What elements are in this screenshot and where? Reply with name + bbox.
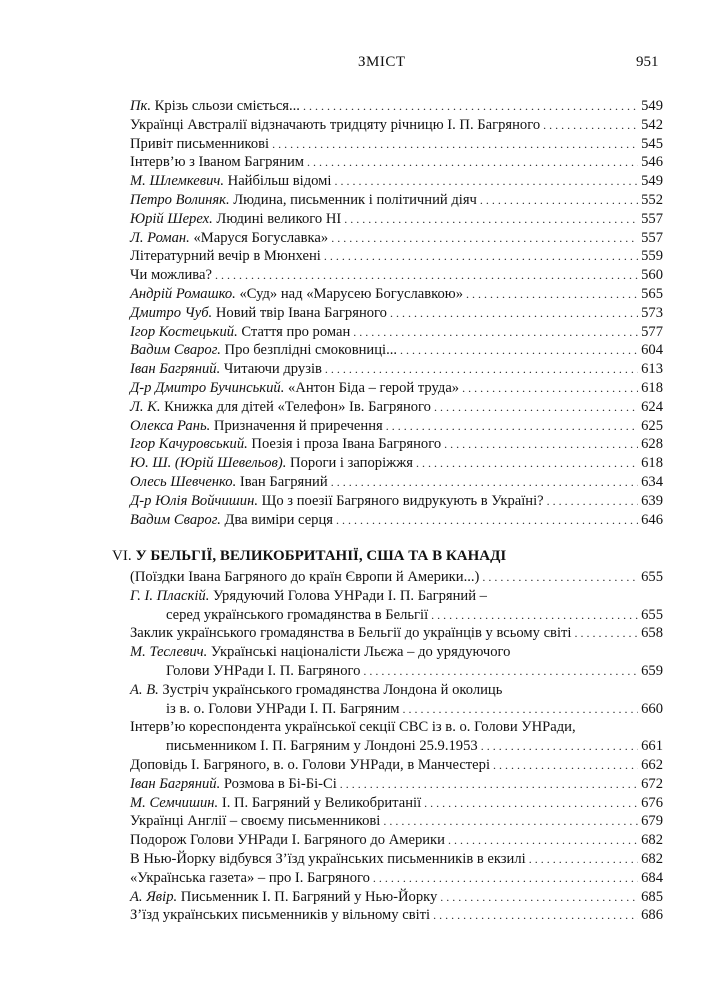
entry-title: Призначення й приречення bbox=[210, 417, 383, 434]
entry-author: М. Теслевич. bbox=[130, 644, 208, 661]
page-number: 951 bbox=[636, 54, 659, 70]
entry-text bbox=[130, 191, 477, 210]
entry-page-number: 625 bbox=[641, 417, 663, 434]
section-number: VI. bbox=[112, 548, 132, 564]
entry-title: Привіт письменникові bbox=[130, 135, 270, 152]
entry-text bbox=[130, 153, 304, 172]
toc-entry bbox=[130, 210, 663, 229]
dot-leader bbox=[416, 454, 638, 473]
toc-entry bbox=[130, 304, 663, 323]
entry-page-number: 672 bbox=[641, 775, 663, 792]
dot-leader bbox=[215, 266, 638, 285]
entry-page-number: 613 bbox=[641, 361, 663, 378]
entry-author: Вадим Сварог. bbox=[130, 511, 221, 528]
entry-text bbox=[130, 97, 300, 116]
entry-title: Крізь сльози сміється... bbox=[151, 98, 300, 114]
entry-author: Ігор Качуровський. bbox=[130, 436, 248, 453]
entry-page-number: 557 bbox=[641, 229, 663, 246]
entry-title: Два виміри серця bbox=[220, 511, 334, 528]
entry-page-number: 684 bbox=[641, 869, 663, 886]
dot-leader bbox=[424, 794, 638, 813]
entry-text bbox=[130, 323, 350, 342]
toc-entry bbox=[130, 850, 663, 869]
entry-title-continued: письменником І. П. Багряним у Лондоні 25.9.1953 bbox=[166, 738, 478, 755]
entry-author: Олесь Шевченко. bbox=[130, 473, 237, 490]
dot-leader bbox=[303, 97, 638, 116]
entry-title: Про безплідні смоковниці... bbox=[220, 342, 398, 359]
toc-entry bbox=[130, 831, 663, 850]
entry-page-number: 624 bbox=[641, 398, 663, 415]
entry-page-number: 549 bbox=[641, 98, 663, 114]
entry-page-number: 542 bbox=[641, 116, 663, 133]
toc-entry bbox=[130, 775, 663, 794]
toc-entry bbox=[130, 398, 663, 417]
entry-page-number: 639 bbox=[641, 492, 663, 509]
entry-page-number: 559 bbox=[641, 248, 663, 265]
entry-page-number: 604 bbox=[641, 342, 663, 359]
entry-page-number: 659 bbox=[641, 662, 663, 679]
entry-author: А. В. bbox=[130, 681, 159, 698]
entry-author: Л. К. bbox=[130, 398, 161, 415]
entry-author: Вадим Сварог. bbox=[130, 342, 221, 359]
entry-author: Іван Багряний. bbox=[130, 775, 221, 792]
entry-page-number: 618 bbox=[641, 379, 663, 396]
entry-text bbox=[130, 756, 490, 775]
entry-page-number: 646 bbox=[641, 511, 663, 528]
entry-author: Іван Багряний. bbox=[130, 361, 221, 378]
toc-entry bbox=[130, 229, 663, 248]
entry-title: Читаючи друзів bbox=[220, 361, 322, 378]
toc-entry bbox=[130, 153, 663, 172]
dot-leader bbox=[466, 285, 638, 304]
entry-author: Пк. bbox=[130, 98, 152, 114]
entry-text bbox=[130, 869, 370, 888]
entry-title: Пороги і запоріжжя bbox=[286, 455, 414, 472]
dot-leader bbox=[493, 756, 638, 775]
entry-page-number: 552 bbox=[641, 191, 663, 208]
entry-title: Українські націоналісти Льєжа – до урядуючого bbox=[207, 644, 511, 661]
dot-leader bbox=[353, 323, 638, 342]
entry-text bbox=[130, 379, 459, 398]
entry-page-number: 679 bbox=[641, 813, 663, 830]
toc-entry bbox=[130, 906, 663, 925]
entry-text bbox=[130, 718, 576, 737]
dot-leader bbox=[574, 624, 638, 643]
entry-page-number: 682 bbox=[641, 832, 663, 849]
entry-title: Літературний вечір в Мюнхені bbox=[130, 248, 321, 265]
entry-text bbox=[130, 341, 397, 360]
entry-text bbox=[130, 643, 510, 662]
entry-text bbox=[130, 888, 437, 907]
entry-title: Письменник І. П. Багряний у Нью-Йорку bbox=[177, 888, 438, 905]
entry-text bbox=[130, 850, 526, 869]
entry-text bbox=[130, 435, 441, 454]
entry-text bbox=[130, 285, 463, 304]
entry-text bbox=[130, 398, 431, 417]
entry-text bbox=[130, 511, 333, 530]
entry-page-number: 577 bbox=[641, 323, 663, 340]
entry-author: Л. Роман. bbox=[130, 229, 190, 246]
dot-leader bbox=[344, 210, 638, 229]
entry-text bbox=[130, 831, 445, 850]
dot-leader bbox=[383, 812, 638, 831]
entry-title: Заклик українського громадянства в Бельгії до українців у всьому світі bbox=[130, 625, 572, 642]
entry-page-number: 662 bbox=[641, 756, 663, 773]
entry-page-number: 655 bbox=[641, 606, 663, 623]
entry-author: Юрій Шерех. bbox=[130, 210, 213, 227]
toc-entry bbox=[130, 492, 663, 511]
dot-leader bbox=[431, 606, 638, 625]
entry-title-continued: серед українського громадянства в Бельгії bbox=[166, 606, 429, 623]
toc-entry bbox=[130, 360, 663, 379]
entry-author: А. Явір. bbox=[130, 888, 178, 905]
dot-leader bbox=[325, 360, 638, 379]
entry-text bbox=[130, 135, 269, 154]
dot-leader bbox=[529, 850, 638, 869]
toc-entry bbox=[130, 247, 663, 266]
entry-text bbox=[130, 116, 540, 135]
entry-text bbox=[130, 681, 502, 700]
entry-title-continued: Голови УНРади І. П. Багряного bbox=[166, 662, 361, 679]
entry-title: Іван Багряний bbox=[236, 473, 328, 490]
dot-leader bbox=[448, 831, 638, 850]
toc-entry bbox=[130, 135, 663, 154]
toc-entry bbox=[130, 473, 663, 492]
entry-title: Що з поезії Багряного видрукують в Україні? bbox=[257, 492, 544, 509]
entry-page-number: 546 bbox=[641, 154, 663, 171]
dot-leader bbox=[334, 172, 638, 191]
entry-title: Книжка для дітей «Телефон» Ів. Багряного bbox=[160, 398, 431, 415]
entry-text bbox=[130, 473, 328, 492]
dot-leader bbox=[462, 379, 638, 398]
entry-title: Розмова в Бі-Бі-Сі bbox=[220, 775, 337, 792]
dot-leader bbox=[331, 473, 638, 492]
entry-title: З’їзд українських письменників у вільному світі bbox=[130, 907, 431, 924]
toc-entry bbox=[130, 812, 663, 831]
entry-author: Дмитро Чуб. bbox=[130, 304, 213, 321]
entry-title: В Нью-Йорку відбувся З’їзд українських письменників в екзилі bbox=[130, 850, 526, 867]
entry-title: Людина, письменник і політичний діяч bbox=[229, 191, 477, 208]
entry-title: Чи можлива? bbox=[130, 267, 212, 284]
dot-leader bbox=[340, 775, 638, 794]
entry-title: Людині великого НІ bbox=[212, 210, 342, 227]
entry-page-number: 573 bbox=[641, 304, 663, 321]
entry-author: М. Семчишин. bbox=[130, 794, 219, 811]
entry-title: Інтерв’ю кореспондента української секції СВС із в. о. Голови УНРади, bbox=[130, 719, 576, 736]
entry-title: Стаття про роман bbox=[237, 323, 351, 340]
entry-page-number: 658 bbox=[641, 625, 663, 642]
entry-page-number: 676 bbox=[641, 794, 663, 811]
entry-author: М. Шлемкевич. bbox=[130, 173, 225, 190]
entry-text bbox=[130, 624, 571, 643]
toc-entry bbox=[130, 756, 663, 775]
toc-entry bbox=[130, 323, 663, 342]
dot-leader bbox=[373, 869, 638, 888]
toc-entry bbox=[130, 341, 663, 360]
toc-entry bbox=[130, 266, 663, 285]
entry-text bbox=[130, 417, 383, 436]
entry-page-number: 565 bbox=[641, 285, 663, 302]
entry-title: «Антон Біда – герой труда» bbox=[284, 379, 460, 396]
toc-entry bbox=[130, 97, 663, 116]
entry-title: Інтерв’ю з Іваном Багряним bbox=[130, 154, 304, 171]
entry-text bbox=[130, 906, 430, 925]
entry-page-number: 549 bbox=[641, 173, 663, 190]
section-heading bbox=[112, 548, 506, 565]
dot-leader bbox=[386, 417, 638, 436]
entry-title: «Суд» над «Марусею Богуславкою» bbox=[235, 285, 464, 302]
entry-text bbox=[130, 247, 321, 266]
dot-leader bbox=[440, 888, 638, 907]
entry-title: Подорож Голови УНРади І. Багряного до Америки bbox=[130, 832, 445, 849]
toc-entry bbox=[130, 587, 663, 625]
toc-entry bbox=[130, 794, 663, 813]
toc-entry bbox=[130, 869, 663, 888]
entry-author: Ю. Ш. (Юрій Шевельов). bbox=[130, 455, 287, 472]
entry-page-number: 686 bbox=[641, 907, 663, 924]
dot-leader bbox=[272, 135, 638, 154]
entry-text bbox=[130, 775, 337, 794]
toc-entry bbox=[130, 624, 663, 643]
toc-entry bbox=[130, 718, 663, 756]
entry-text bbox=[130, 229, 328, 248]
entry-text bbox=[130, 360, 322, 379]
entry-author: Олекса Рань. bbox=[130, 417, 211, 434]
entry-author: Д-р Юлія Войчишин. bbox=[130, 492, 258, 509]
entry-title: Урядуючий Голова УНРади І. П. Багряний – bbox=[209, 587, 487, 604]
entry-text bbox=[130, 172, 331, 191]
dot-leader bbox=[400, 341, 638, 360]
entry-title: Українці Австралії відзначають тридцяту річницю І. П. Багряного bbox=[130, 116, 541, 133]
dot-leader bbox=[324, 247, 638, 266]
entry-author: Ігор Костецький. bbox=[130, 323, 238, 340]
entry-text bbox=[130, 304, 387, 323]
entry-title: (Поїздки Івана Багряного до країн Європи й Америки...) bbox=[130, 569, 480, 585]
dot-leader bbox=[444, 435, 638, 454]
toc-entry bbox=[130, 888, 663, 907]
dot-leader bbox=[336, 511, 638, 530]
entry-page-number: 682 bbox=[641, 850, 663, 867]
entry-page-number: 560 bbox=[641, 267, 663, 284]
entry-text bbox=[130, 454, 413, 473]
entry-page-number: 661 bbox=[641, 738, 663, 755]
entry-title: «Українська газета» – про І. Багряного bbox=[130, 869, 370, 886]
entry-title: Українці Англії – своєму письменникові bbox=[130, 813, 381, 830]
entry-page-number: 655 bbox=[641, 569, 663, 585]
dot-leader bbox=[403, 700, 639, 719]
dot-leader bbox=[331, 229, 638, 248]
entry-author: Д-р Дмитро Бучинський. bbox=[130, 379, 285, 396]
entry-title: Поезія і проза Івана Багряного bbox=[247, 436, 442, 453]
entry-page-number: 685 bbox=[641, 888, 663, 905]
running-head: ЗМІСТ bbox=[358, 54, 406, 70]
toc-entry bbox=[130, 454, 663, 473]
toc-list bbox=[130, 97, 663, 529]
entry-text bbox=[130, 812, 380, 831]
toc-entry bbox=[130, 285, 663, 304]
entry-title: Найбільш відомі bbox=[224, 173, 332, 190]
dot-leader bbox=[307, 153, 638, 172]
dot-leader bbox=[547, 492, 638, 511]
entry-text bbox=[130, 210, 341, 229]
toc-section-list bbox=[130, 568, 663, 925]
toc-entry bbox=[130, 568, 663, 587]
entry-title: І. П. Багряний у Великобританії bbox=[218, 794, 422, 811]
entry-page-number: 618 bbox=[641, 455, 663, 472]
entry-text bbox=[130, 568, 479, 587]
dot-leader bbox=[434, 398, 638, 417]
entry-text bbox=[130, 492, 544, 511]
entry-title: «Маруся Богуславка» bbox=[189, 229, 329, 246]
entry-author: Г. І. Пласкій. bbox=[130, 587, 210, 604]
dot-leader bbox=[482, 568, 638, 587]
toc-entry bbox=[130, 172, 663, 191]
toc-entry bbox=[130, 435, 663, 454]
toc-entry bbox=[130, 511, 663, 530]
toc-entry bbox=[130, 681, 663, 719]
entry-author: Андрій Ромашко. bbox=[130, 285, 236, 302]
dot-leader bbox=[543, 116, 638, 135]
dot-leader bbox=[390, 304, 638, 323]
toc-entry bbox=[130, 379, 663, 398]
entry-page-number: 634 bbox=[641, 473, 663, 490]
entry-title-continued: із в. о. Голови УНРади І. П. Багряним bbox=[166, 700, 400, 717]
entry-page-number: 660 bbox=[641, 700, 663, 717]
dot-leader bbox=[481, 737, 638, 756]
toc-entry bbox=[130, 643, 663, 681]
toc-entry bbox=[130, 116, 663, 135]
entry-title: Доповідь І. Багряного, в. о. Голови УНРади, в Манчестері bbox=[130, 756, 490, 773]
entry-text bbox=[130, 794, 421, 813]
dot-leader bbox=[433, 906, 638, 925]
entry-page-number: 628 bbox=[641, 436, 663, 453]
entry-page-number: 545 bbox=[641, 135, 663, 152]
entry-text bbox=[130, 266, 212, 285]
dot-leader bbox=[480, 191, 638, 210]
section-title: У БЕЛЬГІЇ, ВЕЛИКОБРИТАНІЇ, США ТА В КАНАДІ bbox=[135, 548, 507, 564]
entry-text bbox=[130, 587, 487, 606]
entry-title: Новий твір Івана Багряного bbox=[212, 304, 387, 321]
entry-title: Зустріч українського громадянства Лондона й околиць bbox=[158, 681, 503, 698]
entry-page-number: 557 bbox=[641, 210, 663, 227]
toc-entry bbox=[130, 417, 663, 436]
dot-leader bbox=[363, 662, 638, 681]
toc-entry bbox=[130, 191, 663, 210]
entry-author: Петро Волиняк. bbox=[130, 191, 230, 208]
